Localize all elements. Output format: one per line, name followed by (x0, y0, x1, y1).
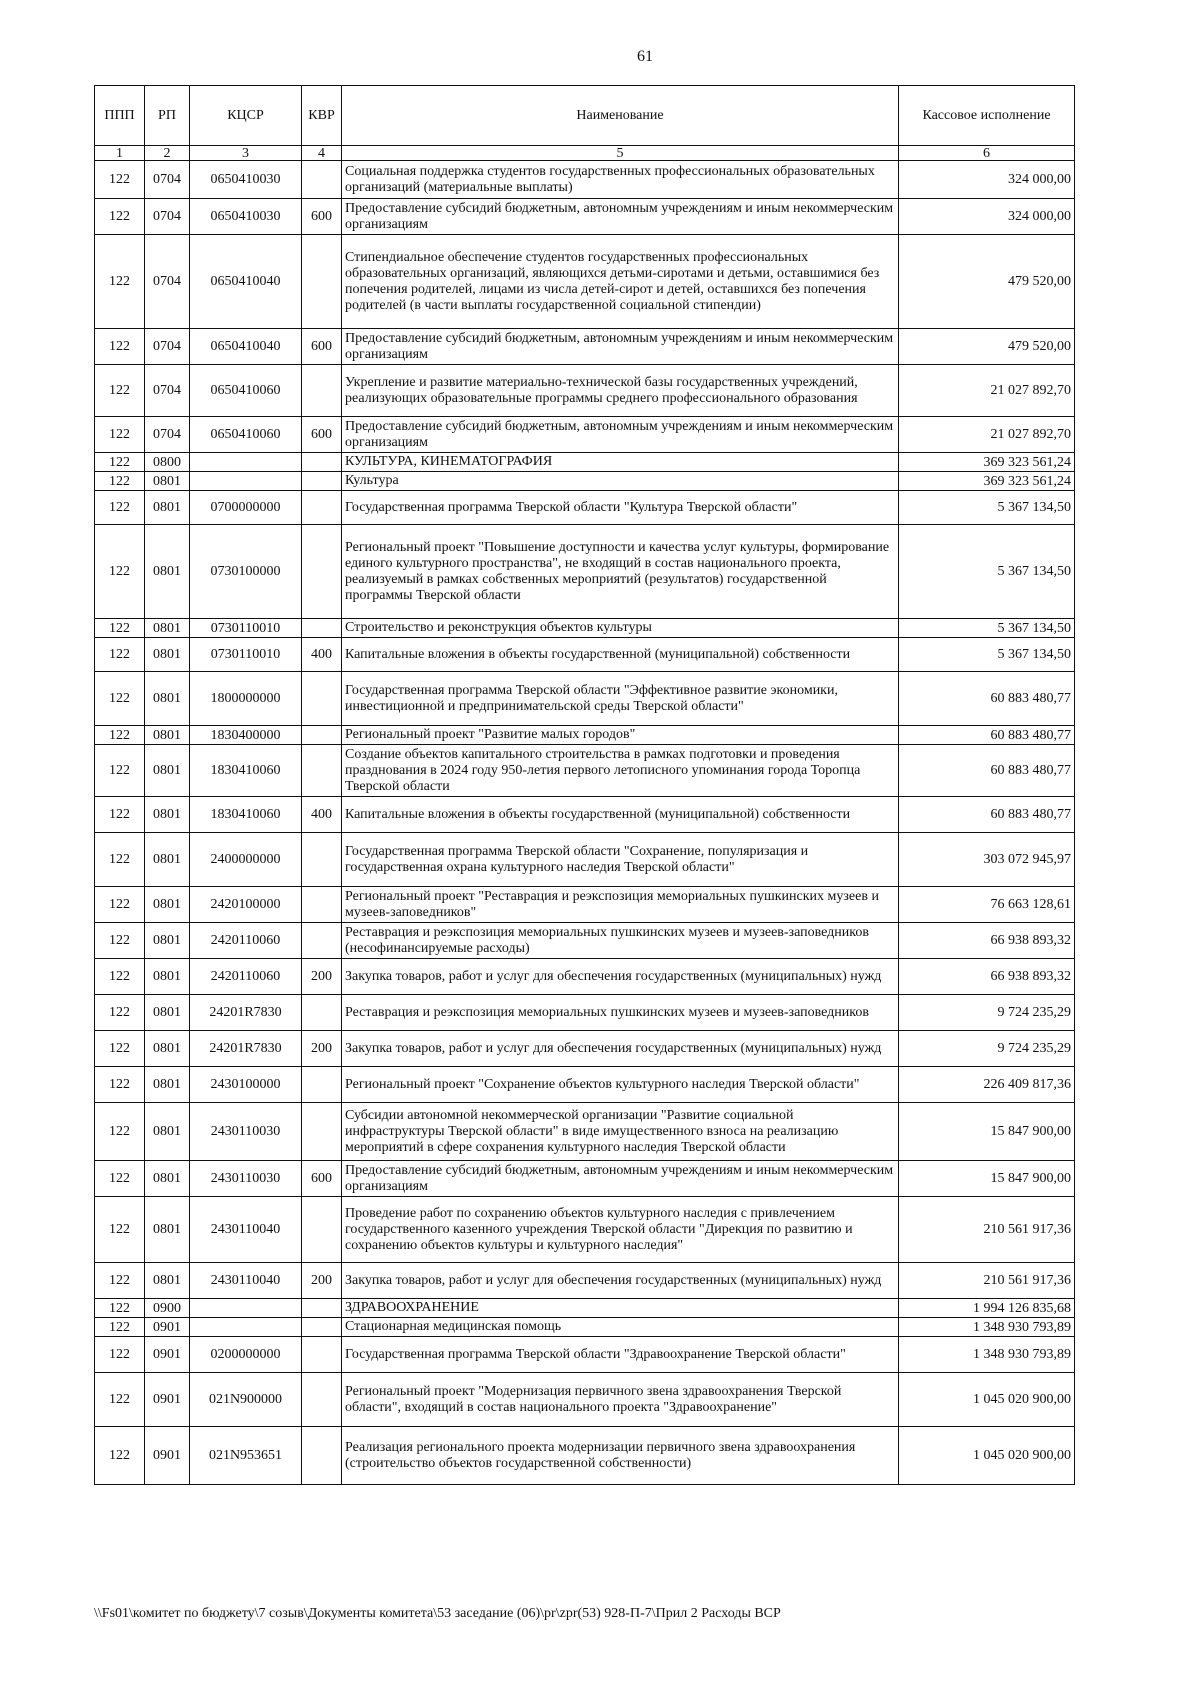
cell-kvr: 200 (302, 1031, 342, 1067)
cell-name: Предоставление субсидий бюджетным, автономным учреждениям и иным некоммерческим организациям (342, 417, 899, 453)
cell-kcsr (190, 472, 302, 491)
cell-ppp: 122 (95, 453, 145, 472)
table-row (95, 1373, 1075, 1427)
cell-ppp: 122 (95, 235, 145, 329)
cell-kvr: 200 (302, 959, 342, 995)
cell-rp: 0801 (145, 672, 190, 726)
cell-amount: 324 000,00 (899, 199, 1075, 235)
cell-ppp: 122 (95, 672, 145, 726)
cell-kcsr: 0650410030 (190, 161, 302, 199)
cell-amount: 60 883 480,77 (899, 672, 1075, 726)
cell-amount: 15 847 900,00 (899, 1161, 1075, 1197)
cell-rp: 0801 (145, 1103, 190, 1161)
cell-ppp: 122 (95, 1197, 145, 1263)
cell-name: Региональный проект "Сохранение объектов культурного наследия Тверской области" (342, 1067, 899, 1103)
table-row (95, 833, 1075, 887)
cell-kcsr (190, 1318, 302, 1337)
table-body (95, 146, 1075, 1485)
cell-rp: 0801 (145, 1031, 190, 1067)
cell-kcsr: 2430110030 (190, 1161, 302, 1197)
cell-kvr (302, 1318, 342, 1337)
cell-rp: 0801 (145, 1263, 190, 1299)
cell-kcsr (190, 1299, 302, 1318)
table-row (95, 453, 1075, 472)
cell-kcsr: 1830410060 (190, 797, 302, 833)
cell-name: Региональный проект "Реставрация и реэкспозиция мемориальных пушкинских музеев и музеев-заповедников" (342, 887, 899, 923)
cell-rp: 0800 (145, 453, 190, 472)
cell-kcsr: 0200000000 (190, 1337, 302, 1373)
cell-name: Социальная поддержка студентов государственных профессиональных образовательных организаций (материальные выплаты) (342, 161, 899, 199)
cell-ppp: 122 (95, 833, 145, 887)
cell-ppp: 122 (95, 619, 145, 638)
cell-amount: 9 724 235,29 (899, 995, 1075, 1031)
cell-rp: 0801 (145, 638, 190, 672)
table-row (95, 1031, 1075, 1067)
table-row (95, 959, 1075, 995)
table-row (95, 726, 1075, 745)
cell-kvr (302, 745, 342, 797)
header-kcsr: КЦСР (190, 86, 302, 146)
cell-ppp: 122 (95, 1031, 145, 1067)
cell-ppp: 122 (95, 491, 145, 525)
cell-ppp: 122 (95, 1263, 145, 1299)
cell-amount: 1 348 930 793,89 (899, 1318, 1075, 1337)
cell-rp: 0801 (145, 887, 190, 923)
table-row (95, 161, 1075, 199)
cell-amount: 21 027 892,70 (899, 417, 1075, 453)
cell-ppp: 122 (95, 1318, 145, 1337)
cell-kcsr: 0730110010 (190, 619, 302, 638)
cell-amount: 5 367 134,50 (899, 619, 1075, 638)
cell-kcsr: 1830400000 (190, 726, 302, 745)
cell-kvr (302, 1067, 342, 1103)
cell-rp: 0801 (145, 833, 190, 887)
cell-name: Реставрация и реэкспозиция мемориальных пушкинских музеев и музеев-заповедников (несофинансируемые расходы) (342, 923, 899, 959)
cell-amount: 210 561 917,36 (899, 1197, 1075, 1263)
cell-amount: 66 938 893,32 (899, 959, 1075, 995)
cell-name: Региональный проект "Модернизация первичного звена здравоохранения Тверской области", входящий в состав национального проекта "Здравоохранение" (342, 1373, 899, 1427)
cell-ppp: 122 (95, 417, 145, 453)
cell-kcsr: 2420110060 (190, 923, 302, 959)
table-header-row (95, 86, 1075, 146)
table-row (95, 1263, 1075, 1299)
cell-kvr (302, 1197, 342, 1263)
column-number: 1 (95, 146, 145, 161)
column-number: 4 (302, 146, 342, 161)
table-row (95, 1067, 1075, 1103)
cell-kcsr: 0650410040 (190, 235, 302, 329)
cell-ppp: 122 (95, 995, 145, 1031)
cell-name: Реализация регионального проекта модернизации первичного звена здравоохранения (строительство объектов государственной собственности) (342, 1427, 899, 1485)
cell-kvr (302, 672, 342, 726)
table-row (95, 797, 1075, 833)
cell-name: Государственная программа Тверской области "Сохранение, популяризация и государственная охрана культурного наследия Тверской области" (342, 833, 899, 887)
table-row (95, 923, 1075, 959)
cell-kcsr: 24201R7830 (190, 1031, 302, 1067)
table-row (95, 995, 1075, 1031)
cell-amount: 479 520,00 (899, 235, 1075, 329)
cell-name: Предоставление субсидий бюджетным, автономным учреждениям и иным некоммерческим организациям (342, 329, 899, 365)
cell-name: Закупка товаров, работ и услуг для обеспечения государственных (муниципальных) нужд (342, 959, 899, 995)
cell-kvr: 200 (302, 1263, 342, 1299)
cell-name: ЗДРАВООХРАНЕНИЕ (342, 1299, 899, 1318)
cell-name: Капитальные вложения в объекты государственной (муниципальной) собственности (342, 638, 899, 672)
cell-ppp: 122 (95, 638, 145, 672)
cell-kvr: 600 (302, 329, 342, 365)
column-number: 3 (190, 146, 302, 161)
cell-kcsr: 2430100000 (190, 1067, 302, 1103)
cell-ppp: 122 (95, 726, 145, 745)
cell-kvr: 600 (302, 1161, 342, 1197)
page-number: 61 (637, 48, 653, 65)
cell-rp: 0801 (145, 923, 190, 959)
cell-kcsr (190, 453, 302, 472)
cell-ppp: 122 (95, 1299, 145, 1318)
cell-amount: 479 520,00 (899, 329, 1075, 365)
cell-name: Закупка товаров, работ и услуг для обеспечения государственных (муниципальных) нужд (342, 1031, 899, 1067)
cell-ppp: 122 (95, 365, 145, 417)
cell-ppp: 122 (95, 745, 145, 797)
cell-amount: 324 000,00 (899, 161, 1075, 199)
budget-table (94, 85, 1075, 1485)
cell-ppp: 122 (95, 525, 145, 619)
cell-kcsr: 0730110010 (190, 638, 302, 672)
cell-amount: 60 883 480,77 (899, 726, 1075, 745)
table-row (95, 672, 1075, 726)
cell-ppp: 122 (95, 1373, 145, 1427)
cell-rp: 0801 (145, 525, 190, 619)
table-row (95, 619, 1075, 638)
cell-amount: 1 045 020 900,00 (899, 1373, 1075, 1427)
cell-kvr (302, 1427, 342, 1485)
cell-name: Субсидии автономной некоммерческой организации "Развитие социальной инфраструктуры Тверской области" в виде имущественного взноса на реализацию мероприятий в сфере сохранения культурного наследия Тверской области (342, 1103, 899, 1161)
cell-name: Предоставление субсидий бюджетным, автономным учреждениям и иным некоммерческим организациям (342, 199, 899, 235)
cell-amount: 1 045 020 900,00 (899, 1427, 1075, 1485)
cell-name: Предоставление субсидий бюджетным, автономным учреждениям и иным некоммерческим организациям (342, 1161, 899, 1197)
cell-amount: 60 883 480,77 (899, 745, 1075, 797)
table-row (95, 887, 1075, 923)
table-row (95, 525, 1075, 619)
cell-ppp: 122 (95, 1161, 145, 1197)
header-amount: Кассовое исполнение (899, 86, 1075, 146)
cell-kvr (302, 453, 342, 472)
table-row (95, 1318, 1075, 1337)
table-row (95, 745, 1075, 797)
cell-kcsr: 021N953651 (190, 1427, 302, 1485)
cell-amount: 5 367 134,50 (899, 491, 1075, 525)
cell-name: Строительство и реконструкция объектов культуры (342, 619, 899, 638)
cell-name: Стационарная медицинская помощь (342, 1318, 899, 1337)
cell-kcsr: 021N900000 (190, 1373, 302, 1427)
cell-rp: 0901 (145, 1373, 190, 1427)
table-row (95, 1161, 1075, 1197)
cell-rp: 0801 (145, 995, 190, 1031)
cell-rp: 0801 (145, 491, 190, 525)
cell-name: Культура (342, 472, 899, 491)
cell-name: Государственная программа Тверской области "Эффективное развитие экономики, инвестиционной и предпринимательской среды Тверской области" (342, 672, 899, 726)
table-row (95, 417, 1075, 453)
cell-kvr (302, 995, 342, 1031)
header-ppp: ППП (95, 86, 145, 146)
cell-amount: 5 367 134,50 (899, 525, 1075, 619)
cell-kcsr: 0700000000 (190, 491, 302, 525)
cell-amount: 9 724 235,29 (899, 1031, 1075, 1067)
cell-ppp: 122 (95, 1067, 145, 1103)
cell-kcsr: 2430110030 (190, 1103, 302, 1161)
cell-name: Государственная программа Тверской области "Здравоохранение Тверской области" (342, 1337, 899, 1373)
table-row (95, 491, 1075, 525)
cell-kvr (302, 235, 342, 329)
table-row (95, 638, 1075, 672)
cell-amount: 210 561 917,36 (899, 1263, 1075, 1299)
cell-kcsr: 2430110040 (190, 1263, 302, 1299)
cell-rp: 0901 (145, 1318, 190, 1337)
header-kvr: КВР (302, 86, 342, 146)
cell-name: Укрепление и развитие материально-технической базы государственных учреждений, реализующих образовательные программы среднего профессионального образования (342, 365, 899, 417)
header-name: Наименование (342, 86, 899, 146)
cell-kvr: 600 (302, 199, 342, 235)
cell-kcsr: 2400000000 (190, 833, 302, 887)
cell-kvr: 400 (302, 797, 342, 833)
table-row (95, 1299, 1075, 1318)
cell-rp: 0704 (145, 161, 190, 199)
cell-rp: 0704 (145, 417, 190, 453)
footer-file-path: \\Fs01\комитет по бюджету\7 созыв\Документы комитета\53 заседание (06)\pr\zpr(53) 928-П-7\Прил 2 Расходы ВСР (94, 1606, 781, 1621)
cell-kvr: 600 (302, 417, 342, 453)
cell-name: Реставрация и реэкспозиция мемориальных пушкинских музеев и музеев-заповедников (342, 995, 899, 1031)
cell-rp: 0801 (145, 797, 190, 833)
cell-kcsr: 2430110040 (190, 1197, 302, 1263)
cell-rp: 0801 (145, 745, 190, 797)
cell-ppp: 122 (95, 161, 145, 199)
cell-amount: 1 994 126 835,68 (899, 1299, 1075, 1318)
table-row (95, 472, 1075, 491)
cell-rp: 0704 (145, 329, 190, 365)
cell-kvr (302, 726, 342, 745)
cell-kcsr: 0650410060 (190, 417, 302, 453)
cell-amount: 66 938 893,32 (899, 923, 1075, 959)
cell-rp: 0901 (145, 1337, 190, 1373)
cell-name: Региональный проект "Повышение доступности и качества услуг культуры, формирование единого культурного пространства", не входящий в состав национального проекта, реализуемый в рамках собственных мероприятий (результатов) государственной программы Тверской области (342, 525, 899, 619)
column-number: 2 (145, 146, 190, 161)
table-row (95, 235, 1075, 329)
cell-name: Закупка товаров, работ и услуг для обеспечения государственных (муниципальных) нужд (342, 1263, 899, 1299)
column-number-row (95, 146, 1075, 161)
cell-kcsr: 0730100000 (190, 525, 302, 619)
cell-ppp: 122 (95, 887, 145, 923)
cell-ppp: 122 (95, 1337, 145, 1373)
cell-rp: 0801 (145, 1067, 190, 1103)
cell-kcsr: 1800000000 (190, 672, 302, 726)
cell-rp: 0801 (145, 472, 190, 491)
cell-amount: 15 847 900,00 (899, 1103, 1075, 1161)
cell-rp: 0801 (145, 1197, 190, 1263)
cell-kcsr: 0650410060 (190, 365, 302, 417)
table-row (95, 1197, 1075, 1263)
cell-rp: 0801 (145, 1161, 190, 1197)
cell-kvr (302, 525, 342, 619)
table-row (95, 365, 1075, 417)
cell-name: Государственная программа Тверской области "Культура Тверской области" (342, 491, 899, 525)
cell-kcsr: 2420100000 (190, 887, 302, 923)
cell-kvr (302, 1103, 342, 1161)
cell-kvr (302, 1337, 342, 1373)
cell-amount: 369 323 561,24 (899, 472, 1075, 491)
cell-name: Региональный проект "Развитие малых городов" (342, 726, 899, 745)
cell-ppp: 122 (95, 797, 145, 833)
table-row (95, 329, 1075, 365)
cell-rp: 0801 (145, 619, 190, 638)
cell-kcsr: 2420110060 (190, 959, 302, 995)
cell-kvr (302, 472, 342, 491)
cell-kvr (302, 1299, 342, 1318)
cell-ppp: 122 (95, 472, 145, 491)
cell-amount: 303 072 945,97 (899, 833, 1075, 887)
column-number: 5 (342, 146, 899, 161)
cell-rp: 0801 (145, 726, 190, 745)
header-rp: РП (145, 86, 190, 146)
cell-rp: 0901 (145, 1427, 190, 1485)
cell-amount: 226 409 817,36 (899, 1067, 1075, 1103)
cell-ppp: 122 (95, 1427, 145, 1485)
cell-amount: 21 027 892,70 (899, 365, 1075, 417)
cell-kvr (302, 1373, 342, 1427)
cell-ppp: 122 (95, 199, 145, 235)
cell-ppp: 122 (95, 1103, 145, 1161)
cell-name: Проведение работ по сохранению объектов культурного наследия с привлечением государственного казенного учреждения Тверской области "Дирекция по развитию и сохранению объектов культуры и культурного наследия" (342, 1197, 899, 1263)
cell-amount: 369 323 561,24 (899, 453, 1075, 472)
cell-ppp: 122 (95, 923, 145, 959)
cell-kcsr: 24201R7830 (190, 995, 302, 1031)
cell-name: КУЛЬТУРА, КИНЕМАТОГРАФИЯ (342, 453, 899, 472)
cell-ppp: 122 (95, 959, 145, 995)
table-row (95, 1337, 1075, 1373)
cell-rp: 0900 (145, 1299, 190, 1318)
cell-amount: 76 663 128,61 (899, 887, 1075, 923)
cell-name: Капитальные вложения в объекты государственной (муниципальной) собственности (342, 797, 899, 833)
cell-ppp: 122 (95, 329, 145, 365)
cell-kvr (302, 365, 342, 417)
cell-rp: 0704 (145, 199, 190, 235)
cell-rp: 0704 (145, 365, 190, 417)
cell-kvr (302, 161, 342, 199)
cell-kvr (302, 923, 342, 959)
cell-kvr (302, 491, 342, 525)
cell-kvr (302, 619, 342, 638)
cell-kcsr: 1830410060 (190, 745, 302, 797)
cell-kvr (302, 833, 342, 887)
cell-rp: 0704 (145, 235, 190, 329)
table-row (95, 1427, 1075, 1485)
cell-amount: 5 367 134,50 (899, 638, 1075, 672)
cell-kvr (302, 887, 342, 923)
column-number: 6 (899, 146, 1075, 161)
table-row (95, 199, 1075, 235)
cell-amount: 60 883 480,77 (899, 797, 1075, 833)
table-row (95, 1103, 1075, 1161)
cell-name: Создание объектов капитального строительства в рамках подготовки и проведения празднования в 2024 году 950-летия первого летописного упоминания города Торопца Тверской области (342, 745, 899, 797)
cell-rp: 0801 (145, 959, 190, 995)
cell-kcsr: 0650410030 (190, 199, 302, 235)
cell-name: Стипендиальное обеспечение студентов государственных профессиональных образовательных организаций, являющихся детьми-сиротами и детьми, оставшимися без попечения родителей, лицами из числа детей-сирот и детей, оставшихся без попечения родителей (в части выплаты государственной социальной стипендии) (342, 235, 899, 329)
cell-kcsr: 0650410040 (190, 329, 302, 365)
cell-kvr: 400 (302, 638, 342, 672)
cell-amount: 1 348 930 793,89 (899, 1337, 1075, 1373)
